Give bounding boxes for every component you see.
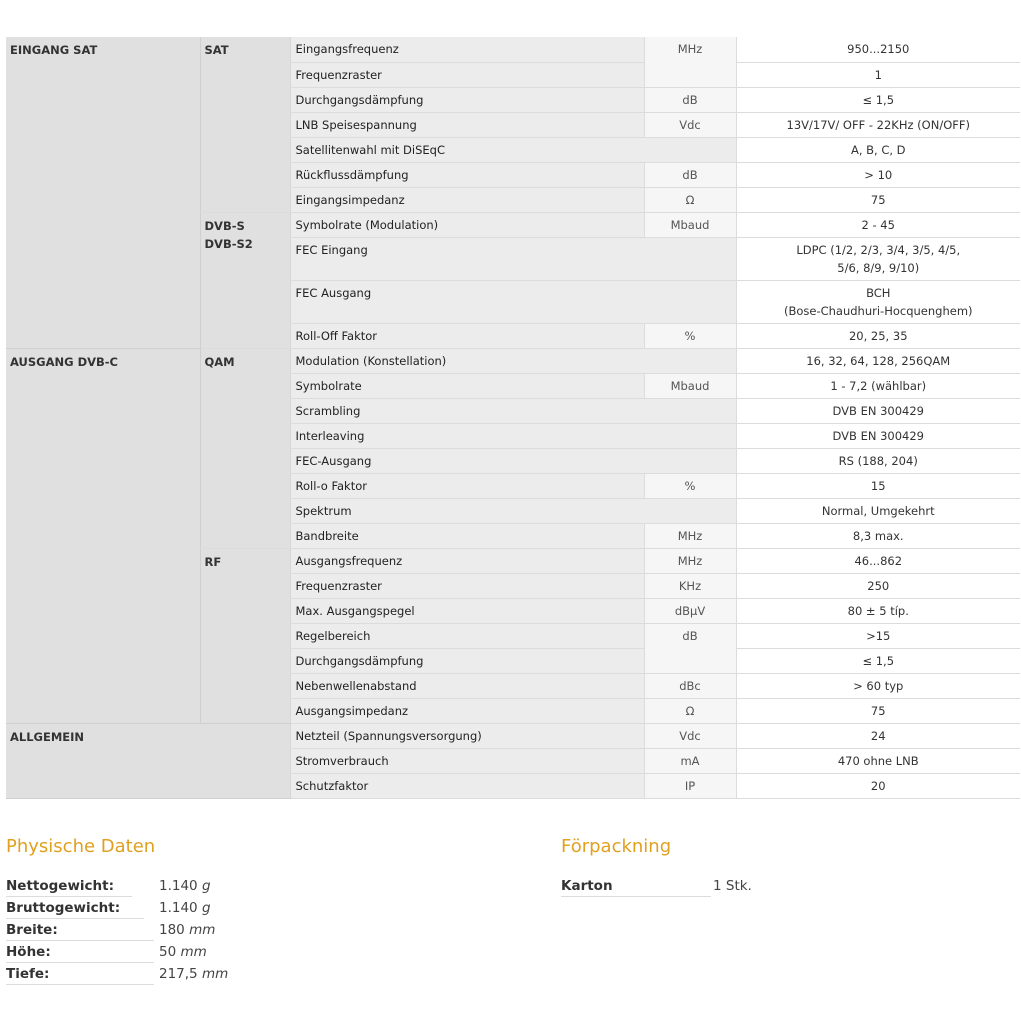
param-value: 2 - 45 [736,212,1020,237]
param-unit: Vdc [644,723,736,748]
param-unit: dB [644,162,736,187]
param-unit: dB [644,87,736,112]
param-unit: IP [644,773,736,798]
param-value: ≤ 1,5 [736,648,1020,673]
packaging-value: 1 Stk. [713,878,752,894]
param-name: Stromverbrauch [290,748,644,773]
physical-unit: g [201,878,211,894]
param-value: 80 ± 5 típ. [736,598,1020,623]
param-name: Ausgangsimpedanz [290,698,644,723]
physical-unit: mm [201,966,229,982]
param-name: Frequenzraster [290,573,644,598]
param-unit: dBμV [644,598,736,623]
param-name: Schutzfaktor [290,773,644,798]
param-name: Spektrum [290,498,736,523]
param-value: DVB EN 300429 [736,398,1020,423]
param-value: 13V/17V/ OFF - 22KHz (ON/OFF) [736,112,1020,137]
param-value: 250 [736,573,1020,598]
physical-data-title: Physische Daten [6,836,156,857]
param-value: 8,3 max. [736,523,1020,548]
param-name: Frequenzraster [290,62,644,87]
param-value: DVB EN 300429 [736,423,1020,448]
param-value: 20, 25, 35 [736,323,1020,348]
param-unit: Ω [644,698,736,723]
param-unit: Ω [644,187,736,212]
param-value: 16, 32, 64, 128, 256QAM [736,348,1020,373]
param-name: Netzteil (Spannungsversorgung) [290,723,644,748]
physical-value: 1.140 [159,878,198,894]
subgroup-dvbs [200,212,290,348]
param-unit: % [644,323,736,348]
param-value: > 60 typ [736,673,1020,698]
param-value: 15 [736,473,1020,498]
param-value: 24 [736,723,1020,748]
subgroup-dvbs-line1: DVB-S [204,218,245,233]
param-value: Normal, Umgekehrt [736,498,1020,523]
param-name: Bandbreite [290,523,644,548]
physical-label: Tiefe: [6,964,154,985]
physical-label: Breite: [6,920,154,941]
param-value: 20 [736,773,1020,798]
subgroup-sat: SAT [200,37,290,212]
subgroup-dvbs-line2: DVB-S2 [204,236,253,251]
param-name: Modulation (Konstellation) [290,348,736,373]
param-name: FEC Ausgang [290,280,736,323]
physical-value: 180 [159,922,185,938]
physical-value: 1.140 [159,900,198,916]
param-unit: dBc [644,673,736,698]
param-unit: MHz [644,548,736,573]
param-unit: Mbaud [644,212,736,237]
param-value-multiline [736,237,1020,280]
param-name: Nebenwellenabstand [290,673,644,698]
physical-unit: mm [180,944,207,960]
physical-unit: g [201,900,211,916]
physical-label: Höhe: [6,942,154,963]
param-value: 470 ohne LNB [736,748,1020,773]
param-name: FEC-Ausgang [290,448,736,473]
param-name: Roll-Off Faktor [290,323,644,348]
param-unit: mA [644,748,736,773]
param-value: 75 [736,698,1020,723]
packaging-item [561,876,761,898]
param-unit: KHz [644,573,736,598]
param-name: Scrambling [290,398,736,423]
param-name: Interleaving [290,423,736,448]
param-name: Durchgangsdämpfung [290,648,644,673]
param-unit: % [644,473,736,498]
param-value-line2: 5/6, 8/9, 9/10) [837,260,920,275]
table-row [6,723,1020,748]
param-name: FEC Eingang [290,237,736,280]
group-ausgang-dvbc: AUSGANG DVB-C [6,348,200,723]
param-name: Satellitenwahl mit DiSEqC [290,137,736,162]
table-row [6,37,1020,62]
param-value: >15 [736,623,1020,648]
param-unit: dB [644,623,736,673]
group-allgemein: ALLGEMEIN [6,723,290,798]
param-name: Rückflussdämpfung [290,162,644,187]
spec-table [6,37,1020,799]
param-value: 1 [736,62,1020,87]
param-name: Regelbereich [290,623,644,648]
param-name: Durchgangsdämpfung [290,87,644,112]
param-unit: Mbaud [644,373,736,398]
param-value: RS (188, 204) [736,448,1020,473]
param-unit: Vdc [644,112,736,137]
param-name: Ausgangsfrequenz [290,548,644,573]
param-value: 950...2150 [736,37,1020,62]
param-value: 46...862 [736,548,1020,573]
param-value-line1: BCH [866,285,891,300]
table-row [6,348,1020,373]
physical-unit: mm [189,922,216,938]
param-value: > 10 [736,162,1020,187]
physical-item [6,942,236,964]
param-value: 75 [736,187,1020,212]
param-name: Roll-o Faktor [290,473,644,498]
physical-item [6,898,236,920]
param-name: Eingangsimpedanz [290,187,644,212]
param-name: Symbolrate (Modulation) [290,212,644,237]
physical-value: 217,5 [159,966,198,982]
packaging-title: Förpackning [561,836,672,857]
param-value: ≤ 1,5 [736,87,1020,112]
subgroup-rf: RF [200,548,290,723]
physical-item [6,876,236,898]
param-name: Symbolrate [290,373,644,398]
param-name: Eingangsfrequenz [290,37,644,62]
physical-item [6,920,236,942]
param-name: Max. Ausgangspegel [290,598,644,623]
param-unit: MHz [644,37,736,87]
subgroup-qam: QAM [200,348,290,548]
packaging-label: Karton [561,876,711,897]
physical-item [6,964,236,986]
physical-label: Bruttogewicht: [6,898,144,919]
physical-label: Nettogewicht: [6,876,132,897]
param-value-line2: (Bose-Chaudhuri-Hocquenghem) [783,303,973,318]
param-unit: MHz [644,523,736,548]
param-value-multiline [736,280,1020,323]
param-value-line1: LDPC (1/2, 2/3, 3/4, 3/5, 4/5, [796,242,961,257]
param-value: A, B, C, D [736,137,1020,162]
group-eingang-sat: EINGANG SAT [6,37,200,348]
param-name: LNB Speisespannung [290,112,644,137]
physical-value: 50 [159,944,177,960]
param-value: 1 - 7,2 (wählbar) [736,373,1020,398]
